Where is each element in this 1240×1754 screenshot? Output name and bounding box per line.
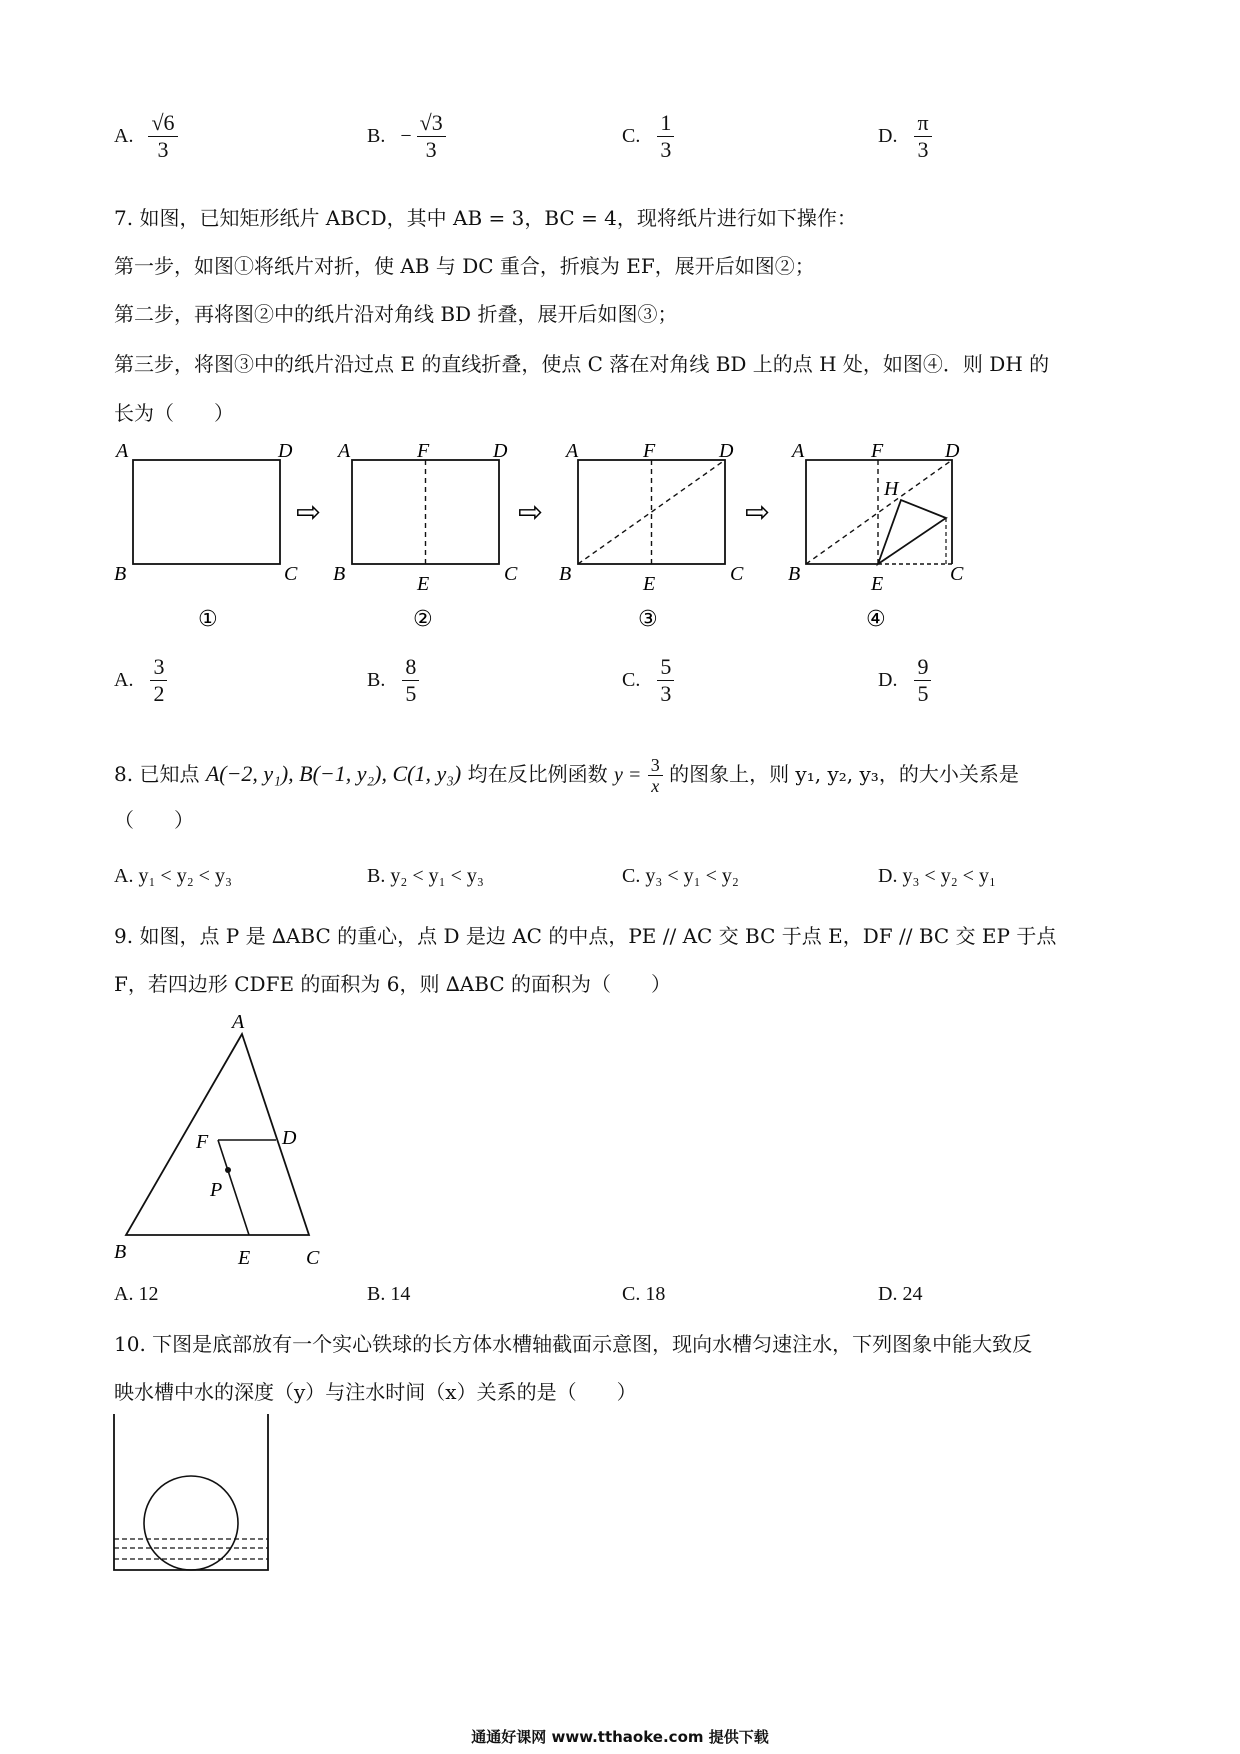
q6-option-a-label: A. [114, 125, 134, 147]
q8-mid: 均在反比例函数 [467, 762, 608, 786]
q7-option-b-fraction [402, 654, 419, 707]
q7-arrow-2: ⇨ [518, 495, 544, 530]
fig2-caption: ② [413, 607, 433, 630]
q8-function-denominator: x [651, 776, 660, 796]
q8-function-fraction [648, 755, 663, 796]
q7-option-d-label: D. [878, 669, 898, 691]
q8-paren: （ ） [114, 808, 194, 832]
q6-option-d-numerator: π [914, 110, 931, 137]
q7-option-a-fraction [150, 654, 167, 707]
q7-figures [100, 430, 1100, 630]
q7-option-d [878, 654, 931, 707]
q9-label-b: B [114, 1241, 127, 1263]
q9-label-p: P [210, 1179, 223, 1201]
q7-figure-1 [114, 440, 298, 630]
q8-prefix: 8. 已知点 [114, 762, 200, 786]
q7-figure-4 [788, 440, 964, 630]
q7-option-b-label: B. [367, 669, 386, 691]
q9-figure [100, 1010, 340, 1270]
q7-option-a [114, 654, 167, 707]
q6-option-b-label: B. [367, 125, 386, 147]
q7-arrow-1: ⇨ [296, 495, 322, 530]
fig4-label-f: F [871, 440, 884, 462]
q10-line-1: 10. 下图是底部放有一个实心铁球的长方体水槽轴截面示意图，现向水槽匀速注水，下列图象中能大致反 [114, 1332, 1033, 1356]
q7-line-5: 长为（ ） [114, 401, 234, 425]
q7-line-3: 第二步，再将图②中的纸片沿对角线 BD 折叠，展开后如图③； [114, 302, 678, 326]
fig4-label-a: A [792, 440, 805, 462]
q7-option-d-denominator: 5 [917, 681, 929, 706]
q6-option-d [878, 110, 932, 163]
q9-label-e: E [238, 1247, 251, 1269]
q9-label-f: F [196, 1131, 209, 1153]
fig3-label-d: D [719, 440, 734, 462]
q7-option-a-label: A. [114, 669, 134, 691]
q6-option-b-fraction [417, 110, 446, 163]
fig3-caption: ③ [638, 607, 658, 630]
q6-option-c-fraction [657, 110, 674, 163]
q7-line-1: 7. 如图，已知矩形纸片 ABCD，其中 AB = 3，BC = 4，现将纸片进行如下操作： [114, 206, 857, 230]
q9-label-c: C [306, 1247, 320, 1269]
q8-option-c: C. y₃ < y₁ < y₂ [622, 865, 739, 887]
q7-option-d-numerator: 9 [914, 654, 931, 681]
fig3-label-e: E [643, 573, 656, 595]
q10-line-2: 映水槽中水的深度（y）与注水时间（x）关系的是（ ） [114, 1380, 637, 1404]
q6-option-b-denominator: 3 [425, 137, 437, 162]
q7-figure-2 [333, 440, 518, 630]
fig2-label-f: F [417, 440, 430, 462]
q7-option-c-numerator: 5 [657, 654, 674, 681]
q6-option-c-denominator: 3 [660, 137, 672, 162]
q8-option-b: B. y₂ < y₁ < y₃ [367, 865, 484, 887]
q6-option-c-numerator: 1 [657, 110, 674, 137]
q7-line-4: 第三步，将图③中的纸片沿过点 E 的直线折叠，使点 C 落在对角线 BD 上的点 H 处，如图④．则 DH 的 [114, 352, 1050, 376]
fig4-label-c: C [950, 563, 964, 585]
q7-option-a-denominator: 2 [153, 681, 165, 706]
q6-option-b [367, 110, 446, 163]
q9-line-2: F，若四边形 CDFE 的面积为 6，则 ∆ABC 的面积为（ ） [114, 972, 671, 996]
fig3-label-a: A [566, 440, 579, 462]
q9-line-1: 9. 如图，点 P 是 ∆ABC 的重心，点 D 是边 AC 的中点，PE // AC 交 BC 于点 E，DF // BC 交 EP 于点 [114, 924, 1057, 948]
fig4-caption: ④ [866, 607, 886, 630]
q8-suffix: 的图象上，则 y₁, y₂, y₃，的大小关系是 [669, 762, 1019, 786]
q6-option-c [622, 110, 674, 163]
q6-option-a-numerator: √6 [148, 110, 177, 137]
q7-line-2: 第一步，如图①将纸片对折，使 AB 与 DC 重合，折痕为 EF，展开后如图②； [114, 254, 815, 278]
q7-option-c-denominator: 3 [660, 681, 672, 706]
q7-option-b-denominator: 5 [405, 681, 417, 706]
q8-option-a: A. y₁ < y₂ < y₃ [114, 865, 232, 887]
page-footer: 通通好课网 www.tthaoke.com 提供下载 [471, 1728, 769, 1746]
q8-option-d: D. y₃ < y₂ < y₁ [878, 865, 996, 887]
q7-option-b [367, 654, 419, 707]
q7-option-a-numerator: 3 [150, 654, 167, 681]
q8-function-numerator: 3 [648, 755, 663, 776]
q6-option-d-fraction [914, 110, 931, 163]
fig2-label-e: E [417, 573, 430, 595]
q8-points: A(−2, y₁), B(−1, y₂), C(1, y₃) [205, 761, 462, 786]
fig1-label-c: C [284, 563, 298, 585]
fig2-label-a: A [338, 440, 351, 462]
q8-line-1 [114, 744, 1019, 805]
q9-option-c: C. 18 [622, 1283, 666, 1305]
q9-option-a: A. 12 [114, 1283, 159, 1305]
fig4-label-h: H [884, 478, 899, 500]
q8-function-lhs: y = [613, 764, 642, 786]
q9-option-d: D. 24 [878, 1283, 923, 1305]
q7-option-c-fraction [657, 654, 674, 707]
fig4-label-e: E [871, 573, 884, 595]
q7-option-c [622, 654, 674, 707]
q6-option-b-sign: − [400, 125, 412, 147]
q9-label-d: D [282, 1127, 297, 1149]
fig2-label-d: D [493, 440, 508, 462]
q9-label-a: A [232, 1011, 245, 1033]
q7-option-d-fraction [914, 654, 931, 707]
fig4-label-b: B [788, 563, 801, 585]
fig3-label-f: F [643, 440, 656, 462]
q7-figure-3 [559, 440, 744, 630]
fig3-label-c: C [730, 563, 744, 585]
q6-option-d-label: D. [878, 125, 898, 147]
q6-option-a-denominator: 3 [157, 137, 169, 162]
fig1-caption: ① [198, 607, 218, 630]
fig1-label-b: B [114, 563, 127, 585]
fig3-label-b: B [559, 563, 572, 585]
q6-option-a-fraction [148, 110, 177, 163]
fig1-label-d: D [278, 440, 293, 462]
fig4-label-d: D [945, 440, 960, 462]
q6-option-c-label: C. [622, 125, 641, 147]
q7-arrow-3: ⇨ [745, 495, 771, 530]
fig2-label-c: C [504, 563, 518, 585]
q10-tank-figure [104, 1414, 284, 1584]
fig2-label-b: B [333, 563, 346, 585]
fig1-label-a: A [116, 440, 129, 462]
q7-option-c-label: C. [622, 669, 641, 691]
q9-option-b: B. 14 [367, 1283, 411, 1305]
q7-option-b-numerator: 8 [402, 654, 419, 681]
q6-option-b-numerator: √3 [417, 110, 446, 137]
q6-option-a [114, 110, 178, 163]
q6-option-d-denominator: 3 [917, 137, 929, 162]
